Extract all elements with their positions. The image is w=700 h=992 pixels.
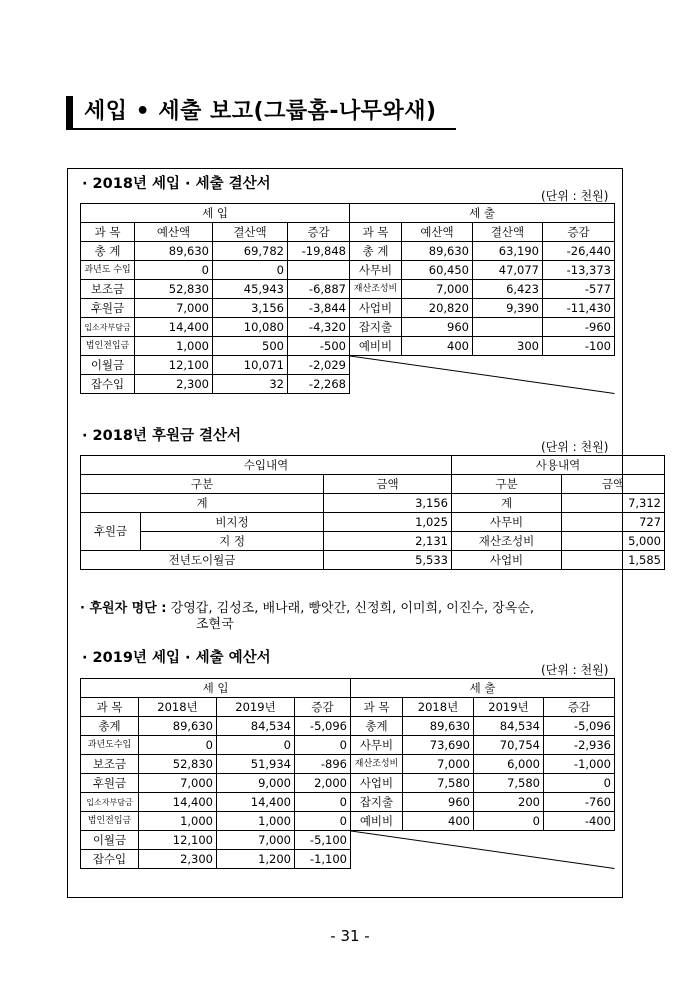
table-cell: 사업비 [350,299,402,318]
use-total-amount: 7,312 [562,494,665,513]
donor-names-line1: 강영갑, 김성조, 배나래, 빵앗간, 신정희, 이미희, 이진수, 장옥순, [170,601,535,616]
table-cell: 7,000 [217,831,295,850]
col-header: 결산액 [213,223,288,242]
col-header: 2018년 [403,698,474,717]
table-cell: 89,630 [139,717,217,736]
carryover-amount: 5,533 [324,551,452,570]
table-cell: 과년도 수입 [81,261,135,280]
table-cell: 재산조성비 [351,755,403,774]
table-cell: 사업비 [351,774,403,793]
table-cell: -26,440 [543,242,615,261]
table-cell: 사무비 [350,261,402,280]
use-item-label: 재산조성비 [452,532,562,551]
page-title-block [66,96,456,130]
table-cell: 52,830 [139,755,217,774]
table-cell: -400 [544,812,615,831]
table-cell: -19,848 [288,242,350,261]
table-cell: 960 [402,318,473,337]
table-cell: 12,100 [135,356,213,375]
table-cell: 70,754 [474,736,544,755]
table-cell: 7,580 [474,774,544,793]
table-cell: 0 [295,812,351,831]
col-header: 과 목 [350,223,402,242]
table-cell: -5,096 [544,717,615,736]
table-cell: 사무비 [351,736,403,755]
undesignated-amount: 1,025 [324,513,452,532]
income-header: 세 입 [81,679,351,698]
title-underline [66,128,456,130]
table-cell: 잡수입 [81,375,135,394]
carryover-label: 전년도이월금 [81,551,324,570]
table-cell: 법인전입금 [81,337,135,356]
col-header: 구분 [81,475,324,494]
col-header: 2019년 [217,698,295,717]
col-header: 증감 [295,698,351,717]
table-cell: 14,400 [217,793,295,812]
table-cell: 보조금 [81,755,139,774]
table-cell: 1,200 [217,850,295,869]
table-cell: 2,300 [139,850,217,869]
table-cell: -2,029 [288,356,350,375]
table-cell: -577 [543,280,615,299]
table-cell: 52,830 [135,280,213,299]
use-item-amount: 1,585 [562,551,665,570]
col-header: 예산액 [402,223,473,242]
table-cell: 7,000 [402,280,473,299]
table-cell: 20,820 [402,299,473,318]
section-heading-2018-donation: · 2018년 후원금 결산서 [82,428,242,444]
col-header: 과 목 [81,223,135,242]
table-cell: 60,450 [402,261,473,280]
table-cell: 200 [474,793,544,812]
table-cell: -896 [295,755,351,774]
col-header: 증감 [288,223,350,242]
col-header: 과 목 [351,698,403,717]
table-cell: -3,844 [288,299,350,318]
table-cell: -2,268 [288,375,350,394]
table-2019-budget [80,678,615,869]
col-header: 증감 [543,223,615,242]
table-cell: 7,000 [403,755,474,774]
table-cell: 7,000 [135,299,213,318]
table-cell: 400 [403,812,474,831]
table-cell: 0 [213,261,288,280]
table-cell: 1,000 [217,812,295,831]
table-cell: 9,390 [473,299,543,318]
page-title: 세입 • 세출 보고(그룹홈-나무와새) [84,99,437,124]
table-cell: 0 [544,774,615,793]
table-cell: -100 [543,337,615,356]
page-number: - 31 - [330,927,370,945]
table-cell: -760 [544,793,615,812]
table-cell: 0 [474,812,544,831]
use-header: 사용내역 [452,456,665,475]
table-cell: 12,100 [139,831,217,850]
table-cell: 89,630 [135,242,213,261]
empty-diagonal-cell [350,356,615,394]
use-item-label: 사업비 [452,551,562,570]
table-cell: 14,400 [135,318,213,337]
title-bar [66,96,73,128]
table-cell: 3,156 [213,299,288,318]
table-cell: -2,936 [544,736,615,755]
table-cell: 후원금 [81,774,139,793]
use-item-amount: 5,000 [562,532,665,551]
table-cell: 법인전입금 [81,812,139,831]
table-cell: 500 [213,337,288,356]
table-cell: 후원금 [81,299,135,318]
table-cell: 300 [473,337,543,356]
table-cell: 예비비 [351,812,403,831]
donation-label: 후원금 [81,513,141,551]
table-cell: 1,000 [139,812,217,831]
table-cell: -960 [543,318,615,337]
table-cell: 10,080 [213,318,288,337]
table-cell: -13,373 [543,261,615,280]
donor-list-label: · 후원자 명단 : [80,601,167,616]
col-header: 구분 [452,475,562,494]
table-cell: -5,096 [295,717,351,736]
income-header: 세 입 [81,204,350,223]
table-cell: 32 [213,375,288,394]
unit-label: (단위 : 천원) [541,440,609,454]
table-2018-donation [80,455,665,570]
donor-names-line2: 조현국 [196,617,234,632]
table-cell: 0 [295,793,351,812]
table-cell: 7,580 [403,774,474,793]
table-cell: 960 [403,793,474,812]
table-cell: 63,190 [473,242,543,261]
unit-label: (단위 : 천원) [541,663,609,677]
section-heading-2019-budget: · 2019년 세입 · 세출 예산서 [82,650,271,666]
table-cell: 400 [402,337,473,356]
col-header: 2019년 [474,698,544,717]
table-2018-settlement [80,203,615,394]
table-cell: 이월금 [81,356,135,375]
table-cell: 14,400 [139,793,217,812]
table-cell: 84,534 [217,717,295,736]
table-cell [473,318,543,337]
expense-header: 세 출 [350,204,615,223]
table-cell [288,261,350,280]
table-cell: 입소자부담금 [81,318,135,337]
col-header: 금액 [562,475,665,494]
unit-label: (단위 : 천원) [541,189,609,203]
designated-label: 지 정 [141,532,324,551]
table-cell: 45,943 [213,280,288,299]
col-header: 결산액 [473,223,543,242]
table-cell: -11,430 [543,299,615,318]
section-heading-2018-budget: · 2018년 세입 · 세출 결산서 [82,176,271,192]
total-amount: 3,156 [324,494,452,513]
table-cell: 69,782 [213,242,288,261]
table-cell: 2,300 [135,375,213,394]
table-cell: 84,534 [474,717,544,736]
col-header: 과 목 [81,698,139,717]
table-cell: 입소자부담금 [81,793,139,812]
col-header: 금액 [324,475,452,494]
table-cell: 총 계 [350,242,402,261]
table-cell: 0 [135,261,213,280]
table-cell: -1,000 [544,755,615,774]
table-cell: -4,320 [288,318,350,337]
income-header: 수입내역 [81,456,452,475]
total-label: 계 [81,494,324,513]
donor-list [80,601,534,633]
table-cell: 7,000 [139,774,217,793]
use-item-label: 사무비 [452,513,562,532]
table-cell: 과년도수입 [81,736,139,755]
table-cell: 보조금 [81,280,135,299]
table-cell: 총 계 [81,242,135,261]
table-cell: -1,100 [295,850,351,869]
designated-amount: 2,131 [324,532,452,551]
table-cell: 2,000 [295,774,351,793]
table-cell: 이월금 [81,831,139,850]
table-cell: 51,934 [217,755,295,774]
use-item-amount: 727 [562,513,665,532]
expense-header: 세 출 [351,679,615,698]
table-cell: -6,887 [288,280,350,299]
table-cell: 잡수입 [81,850,139,869]
table-cell: 잡지출 [350,318,402,337]
table-cell: 6,423 [473,280,543,299]
col-header: 2018년 [139,698,217,717]
undesignated-label: 비지정 [141,513,324,532]
table-cell: 예비비 [350,337,402,356]
table-cell: 총계 [81,717,139,736]
table-cell: 89,630 [403,717,474,736]
col-header: 예산액 [135,223,213,242]
table-cell: 73,690 [403,736,474,755]
table-cell: 0 [139,736,217,755]
use-total-label: 계 [452,494,562,513]
col-header: 증감 [544,698,615,717]
table-cell: 47,077 [473,261,543,280]
table-cell: 잡지출 [351,793,403,812]
table-cell: 89,630 [402,242,473,261]
table-cell: -5,100 [295,831,351,850]
table-cell: 9,000 [217,774,295,793]
table-cell: 0 [217,736,295,755]
table-cell: 총계 [351,717,403,736]
table-cell: 재산조성비 [350,280,402,299]
table-cell: 1,000 [135,337,213,356]
table-cell: 0 [295,736,351,755]
table-cell: -500 [288,337,350,356]
table-cell: 10,071 [213,356,288,375]
table-cell: 6,000 [474,755,544,774]
empty-diagonal-cell [351,831,615,869]
